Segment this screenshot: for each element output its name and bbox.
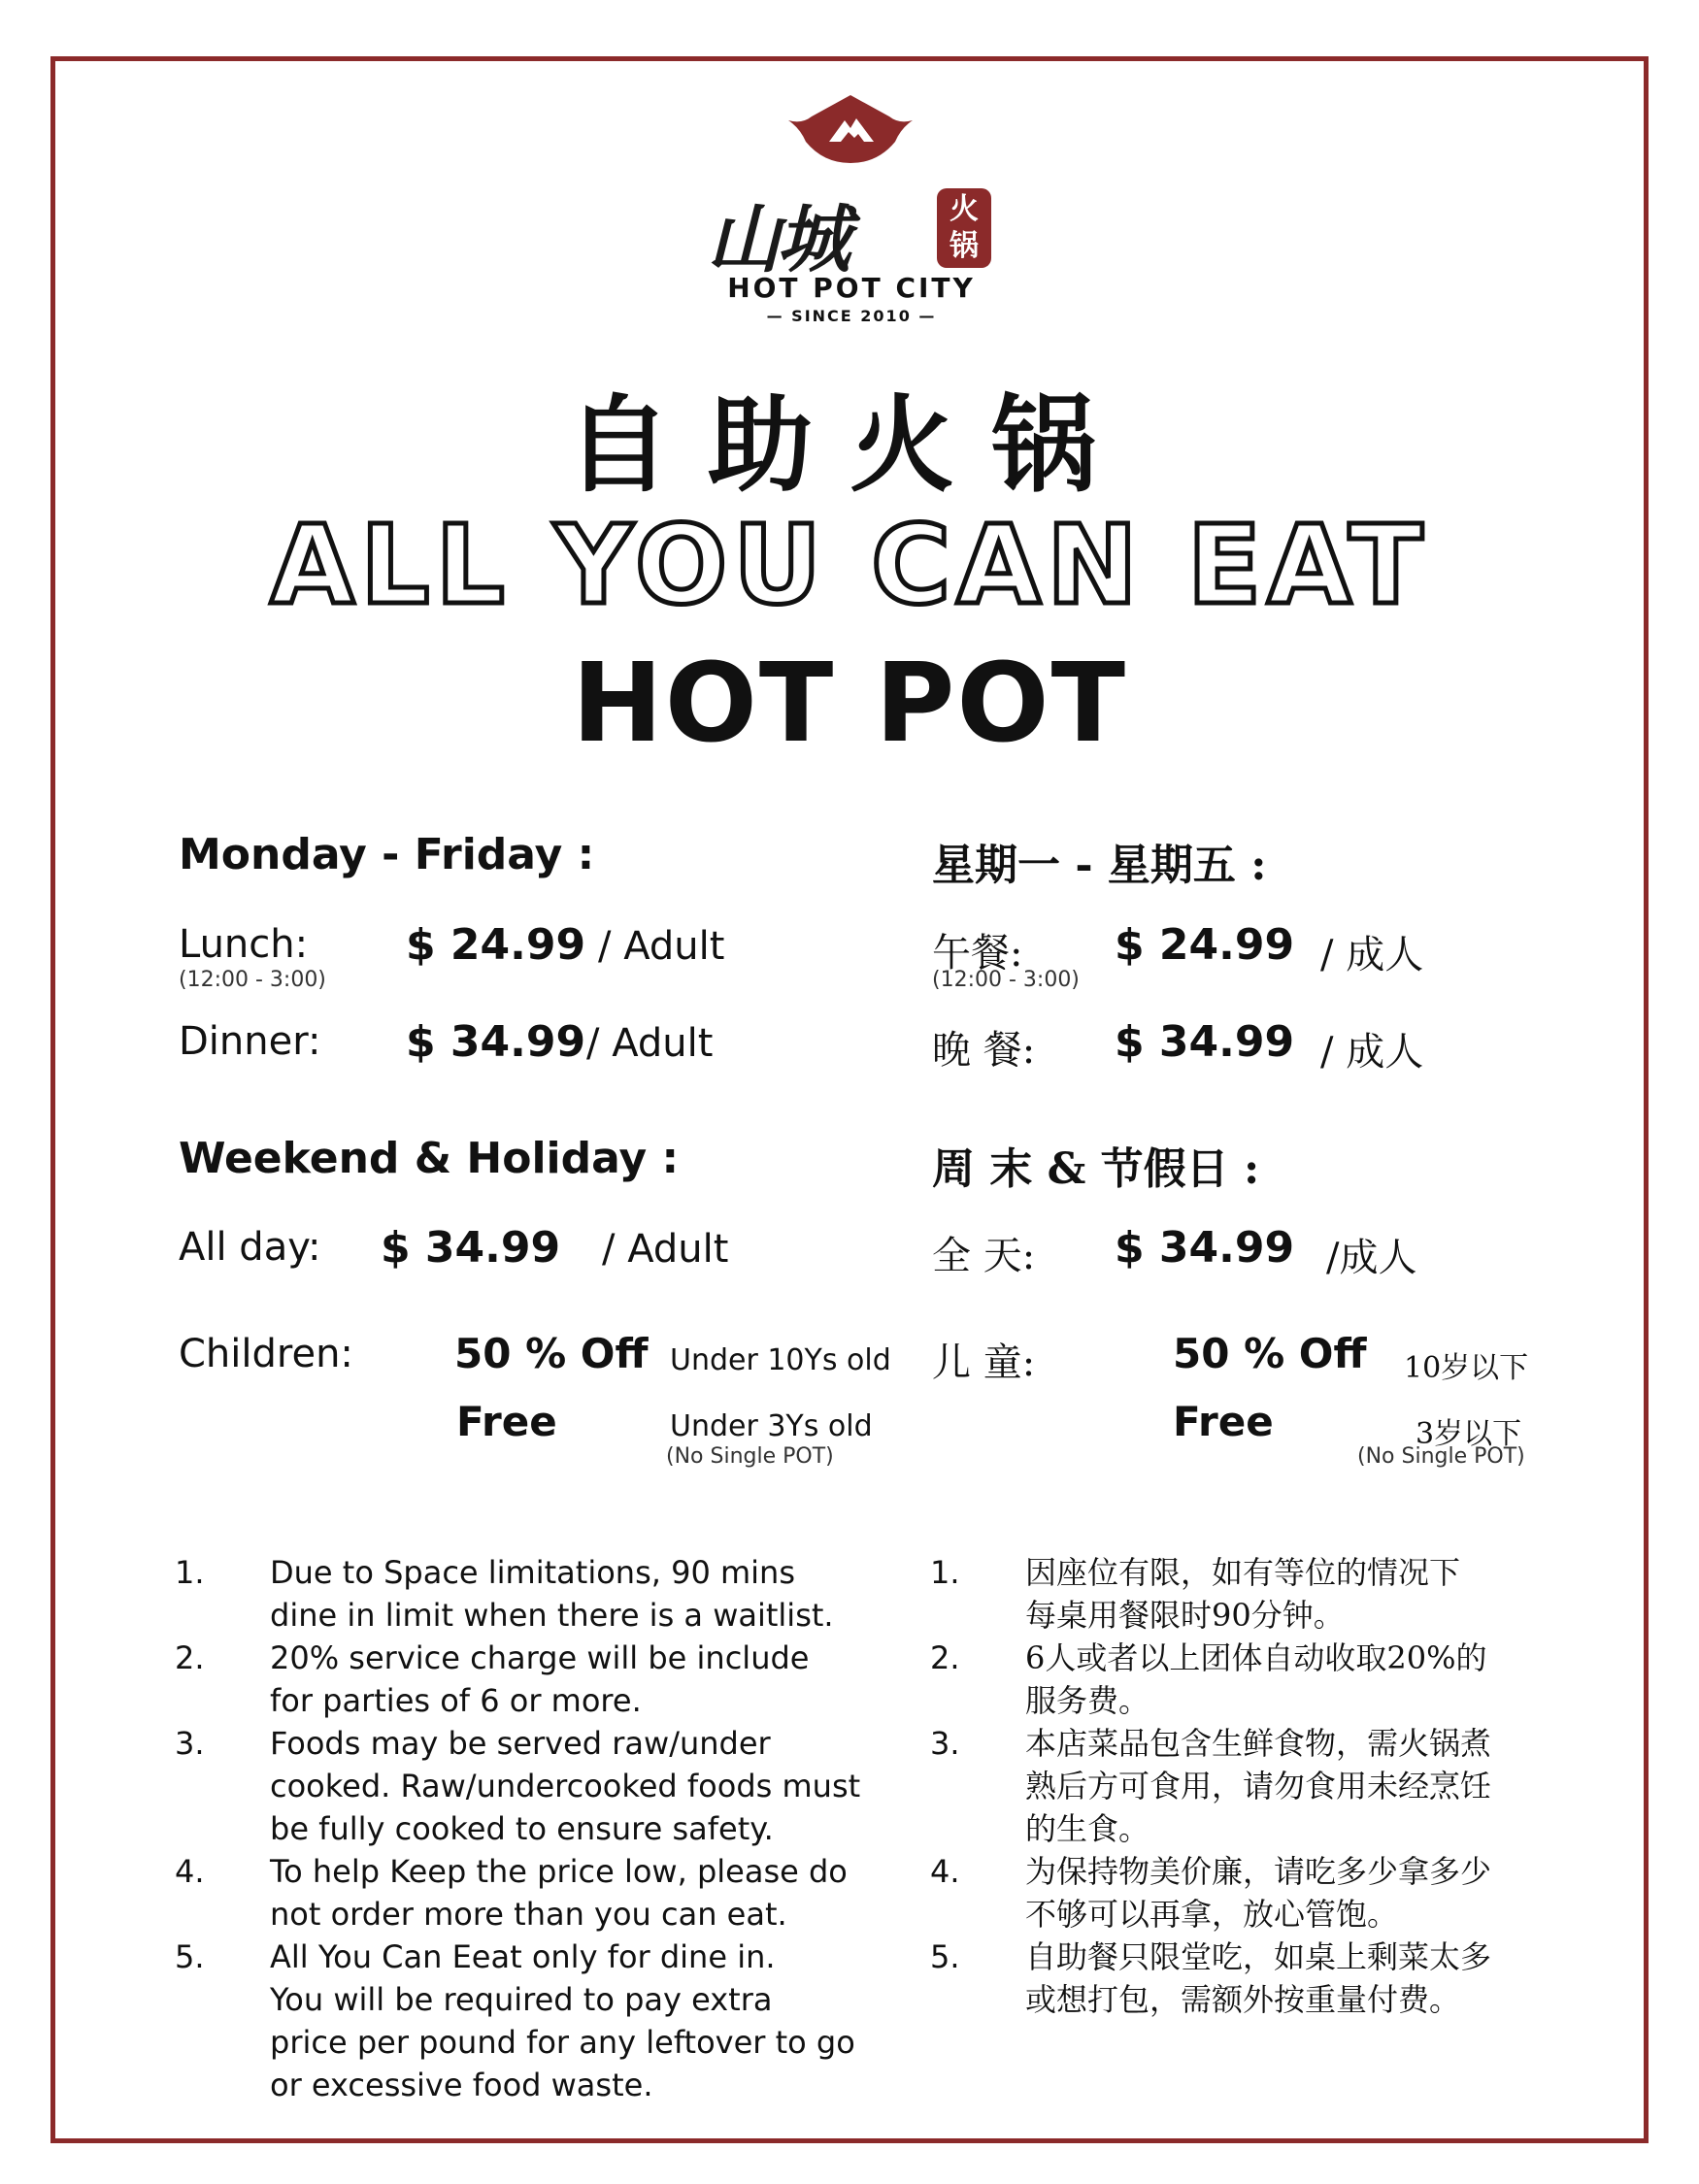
half-off-note-cn: 10岁以下 <box>1404 1351 1529 1385</box>
rule-line-cn: 或想打包，需额外按重量付费。 <box>1025 1981 1461 2018</box>
half-off-badge-cn: 50 % Off <box>1173 1330 1367 1377</box>
weekend-heading: Weekend & Holiday : <box>179 1134 680 1183</box>
allday-unit-cn: /成人 <box>1326 1236 1417 1280</box>
dinner-price-cn: $ 34.99 <box>1115 1017 1295 1067</box>
allday-price-cn: $ 34.99 <box>1115 1223 1295 1273</box>
logo-english: HOT POT CITY <box>727 272 976 304</box>
lunch-price-cn: $ 24.99 <box>1115 920 1295 970</box>
weekday-heading: Monday - Friday : <box>179 830 595 879</box>
rule-line: Due to Space limitations, 90 mins <box>270 1554 795 1591</box>
rule-number: 4. <box>175 1853 205 1890</box>
logo-chinese: 山城 <box>707 196 847 282</box>
rule-line: be fully cooked to ensure safety. <box>270 1810 774 1847</box>
no-single-pot-note-cn: (No Single POT) <box>1357 1444 1525 1469</box>
allday-label: All day: <box>179 1225 321 1270</box>
rule-line-cn: 本店菜品包含生鲜食物，需火锅煮 <box>1025 1725 1492 1762</box>
lunch-price: $ 24.99 <box>406 920 586 970</box>
title-all-you-can-eat: ALL YOU CAN EAT <box>270 503 1429 629</box>
rule-line: 20% service charge will be include <box>270 1639 810 1676</box>
rule-line: not order more than you can eat. <box>270 1896 787 1933</box>
free-badge: Free <box>456 1398 557 1445</box>
rule-number: 3. <box>175 1725 205 1762</box>
lunch-hours-cn: (12:00 - 3:00) <box>932 968 1080 992</box>
children-label-cn: 儿 童: <box>932 1340 1036 1385</box>
rule-line: All You Can Eeat only for dine in. <box>270 1938 776 1975</box>
rule-line-cn: 每桌用餐限时90分钟。 <box>1025 1597 1345 1634</box>
dinner-label: Dinner: <box>179 1019 321 1064</box>
rule-number-cn: 1. <box>930 1554 960 1591</box>
allday-unit: / Adult <box>602 1227 729 1272</box>
no-single-pot-note: (No Single POT) <box>666 1444 834 1469</box>
free-badge-cn: Free <box>1173 1398 1274 1445</box>
lunch-unit: / Adult <box>598 924 725 969</box>
rule-number: 2. <box>175 1639 205 1676</box>
rule-line: Foods may be served raw/under <box>270 1725 771 1762</box>
dinner-label-cn: 晚 餐: <box>932 1028 1036 1073</box>
rule-line: cooked. Raw/undercooked foods must <box>270 1768 861 1804</box>
dinner-unit: / Adult <box>586 1021 714 1066</box>
rule-line-cn: 的生食。 <box>1025 1810 1150 1847</box>
rule-line: dine in limit when there is a waitlist. <box>270 1597 834 1634</box>
rule-line-cn: 6人或者以上团体自动收取20%的 <box>1025 1639 1487 1676</box>
rule-line: price per pound for any leftover to go <box>270 2024 855 2061</box>
rule-line: To help Keep the price low, please do <box>270 1853 848 1890</box>
half-off-badge: 50 % Off <box>454 1330 649 1377</box>
rule-line: for parties of 6 or more. <box>270 1682 642 1719</box>
lunch-label: Lunch: <box>179 922 309 967</box>
rule-number: 1. <box>175 1554 205 1591</box>
rule-line-cn: 不够可以再拿，放心管饱。 <box>1025 1896 1399 1933</box>
title-hot-pot: HOT POT <box>571 641 1128 767</box>
dinner-price: $ 34.99 <box>406 1017 586 1067</box>
free-note-cn: 3岁以下 <box>1416 1417 1522 1451</box>
lunch-hours: (12:00 - 3:00) <box>179 968 326 992</box>
title-chinese: 自助火锅 <box>565 385 1133 507</box>
rule-number-cn: 2. <box>930 1639 960 1676</box>
mountain-roof-logo-icon <box>784 95 916 165</box>
lunch-label-cn: 午餐: <box>932 931 1023 976</box>
allday-label-cn: 全 天: <box>932 1234 1036 1278</box>
rule-number-cn: 5. <box>930 1938 960 1975</box>
rule-line: You will be required to pay extra <box>270 1981 773 2018</box>
free-note: Under 3Ys old <box>670 1409 873 1443</box>
rule-line-cn: 因座位有限，如有等位的情况下 <box>1025 1554 1461 1591</box>
allday-price: $ 34.99 <box>381 1223 561 1273</box>
half-off-note: Under 10Ys old <box>670 1343 891 1377</box>
logo-seal-text: 火锅 <box>949 192 979 263</box>
rule-line: or excessive food waste. <box>270 2067 653 2103</box>
rule-line-cn: 熟后方可食用，请勿食用未经烹饪 <box>1025 1768 1492 1804</box>
rule-line-cn: 为保持物美价廉，请吃多少拿多少 <box>1025 1853 1492 1890</box>
logo-seal <box>937 188 991 268</box>
rule-line-cn: 服务费。 <box>1025 1682 1150 1719</box>
weekend-heading-cn: 周 末 & 节假日 : <box>932 1144 1260 1194</box>
lunch-unit-cn: / 成人 <box>1320 933 1424 977</box>
rule-number: 5. <box>175 1938 205 1975</box>
rule-number-cn: 4. <box>930 1853 960 1890</box>
children-label: Children: <box>179 1332 353 1376</box>
weekday-heading-cn: 星期一 - 星期五 : <box>932 841 1267 890</box>
dinner-unit-cn: / 成人 <box>1320 1030 1424 1075</box>
logo-since: — SINCE 2010 — <box>766 307 937 325</box>
rule-line-cn: 自助餐只限堂吃，如桌上剩菜太多 <box>1025 1938 1492 1975</box>
rule-number-cn: 3. <box>930 1725 960 1762</box>
